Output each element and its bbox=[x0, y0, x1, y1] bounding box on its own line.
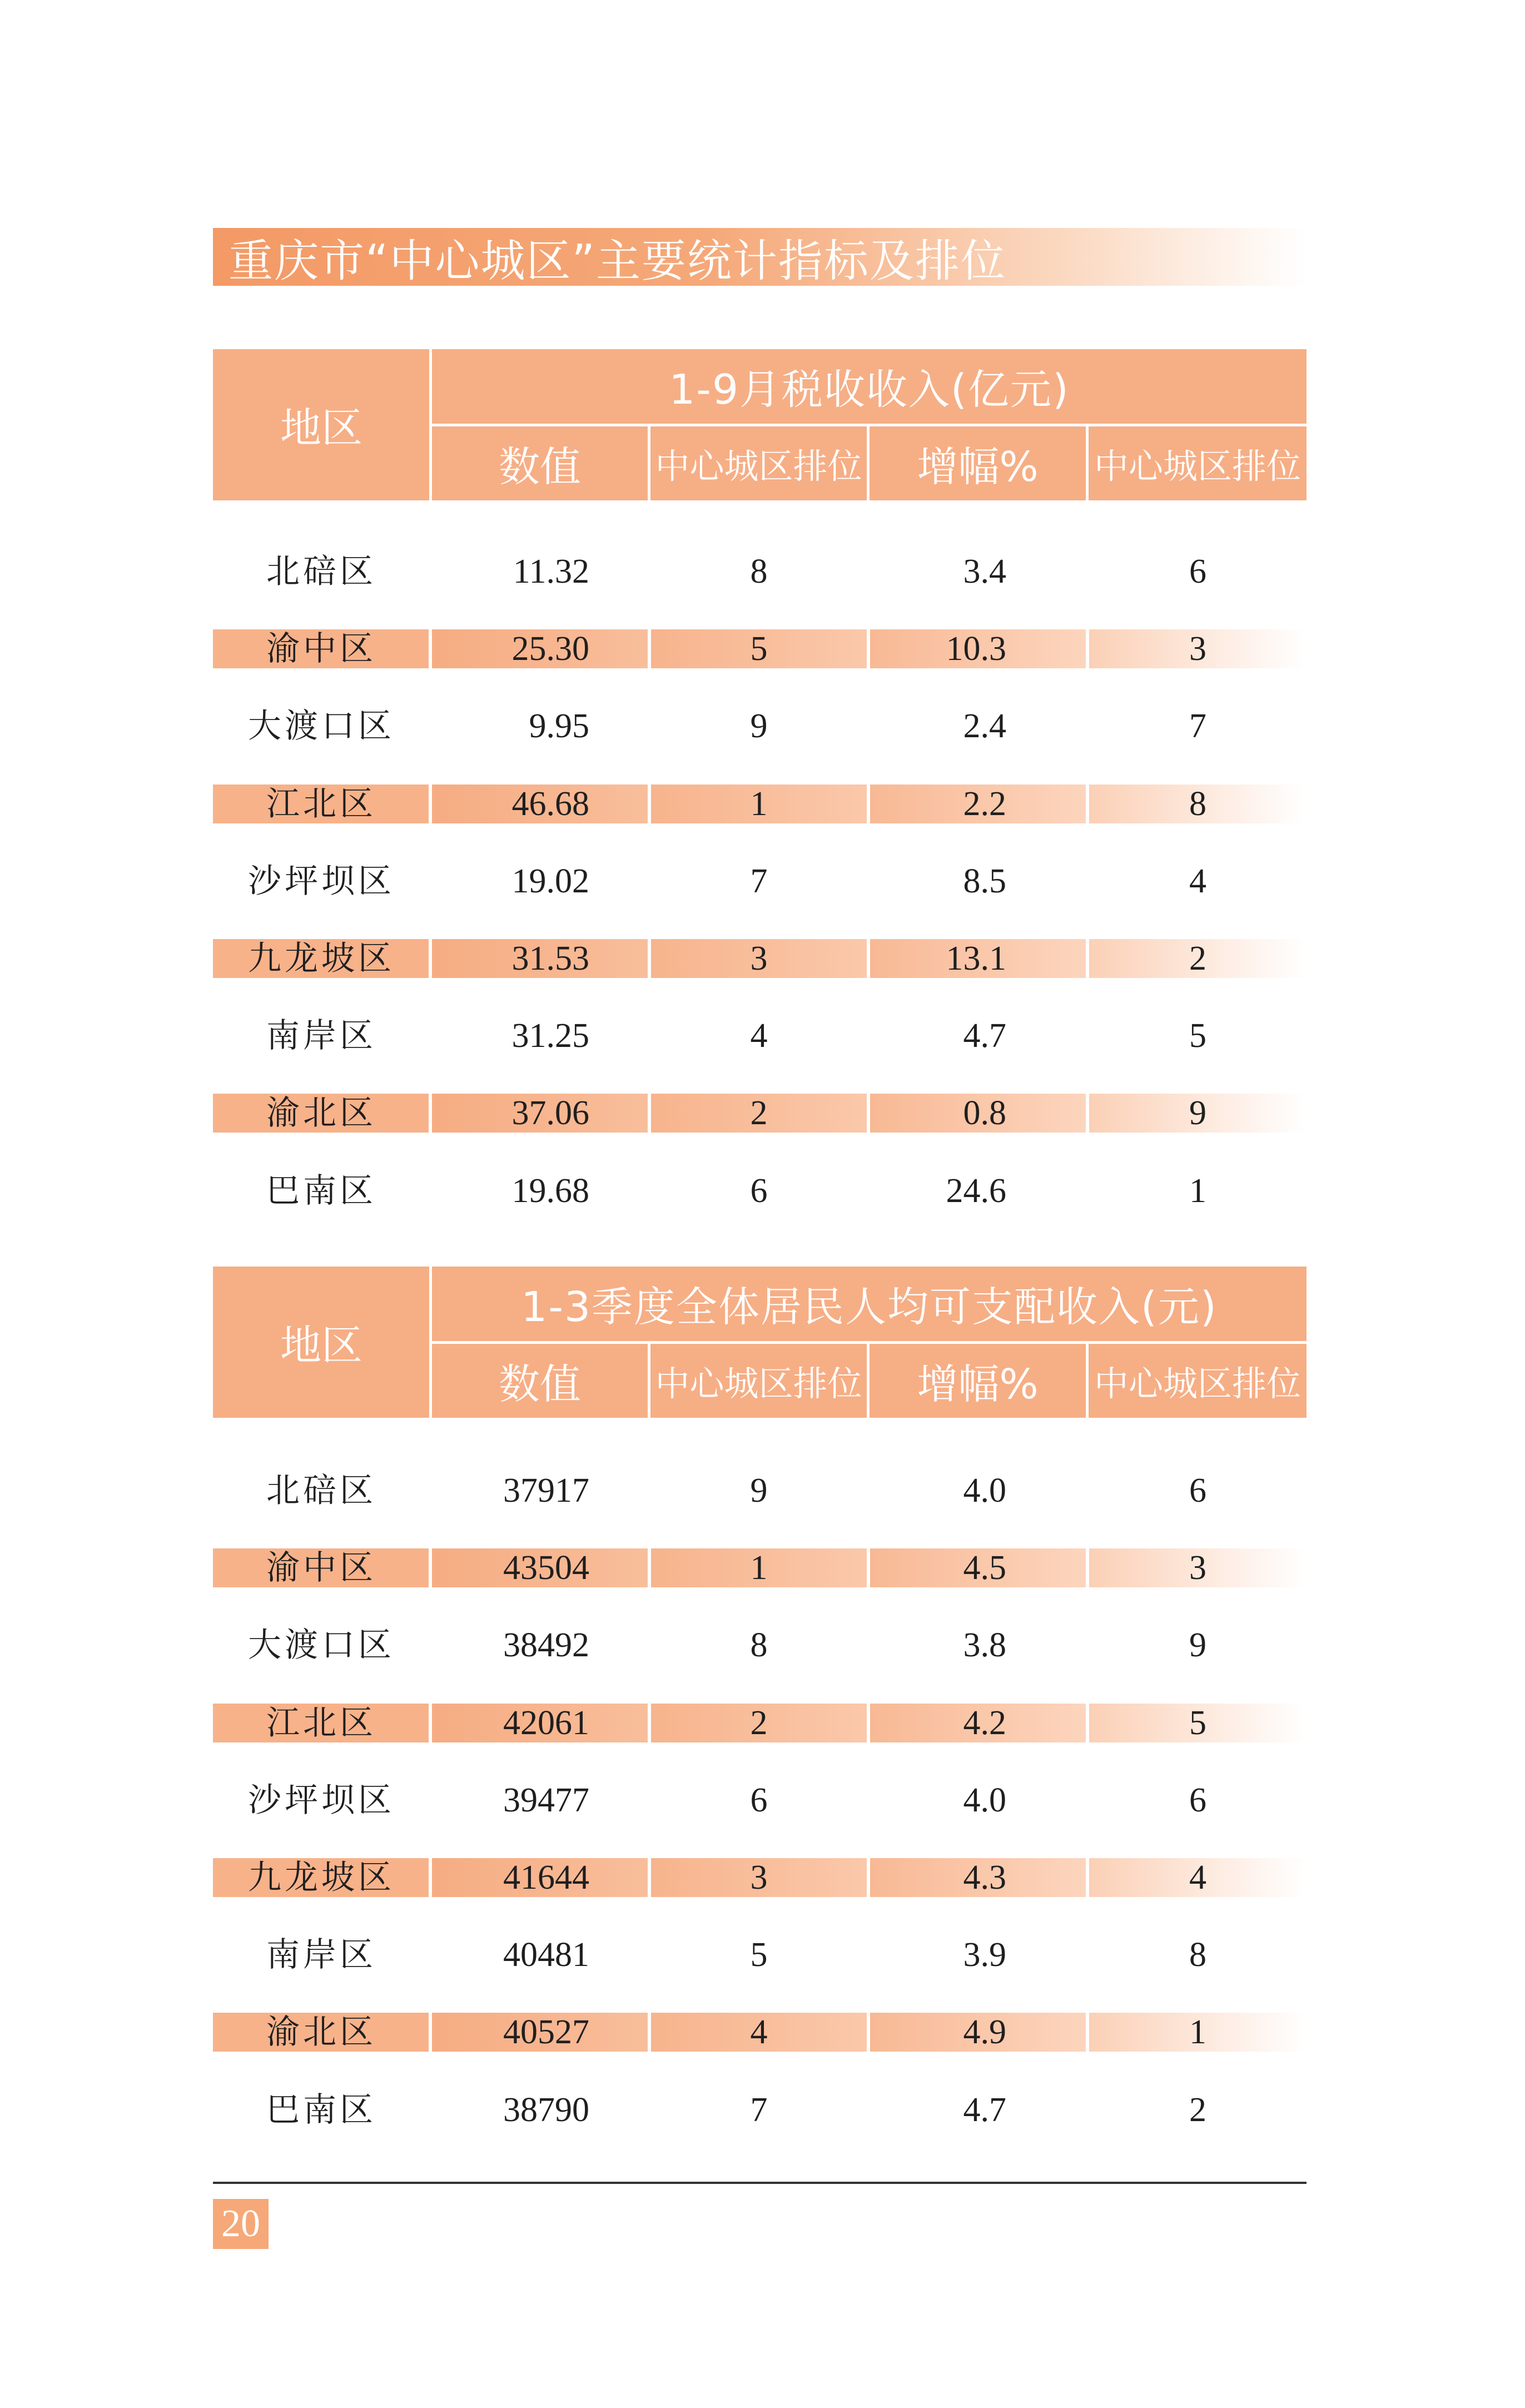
cell-region: 渝中区 bbox=[266, 1548, 376, 1588]
cell-value: 31.53 bbox=[511, 940, 589, 977]
sub-header-growth: 增幅% bbox=[917, 1360, 1039, 1408]
sub-header-rank: 中心城区排位 bbox=[655, 446, 862, 486]
cell-growth: 8.5 bbox=[963, 862, 1006, 900]
title-bar bbox=[213, 228, 1307, 286]
table-row bbox=[213, 2091, 1307, 2129]
cell-region: 沙坪坝区 bbox=[248, 1780, 395, 1820]
cell-rank1: 6 bbox=[750, 1171, 768, 1210]
cell-growth: 2.2 bbox=[963, 785, 1006, 823]
cell-rank2: 9 bbox=[1189, 1094, 1206, 1133]
cell-value: 31.25 bbox=[511, 1017, 589, 1055]
table-row bbox=[213, 707, 1307, 746]
cell-rank2: 2 bbox=[1189, 2091, 1206, 2129]
cell-region: 巴南区 bbox=[266, 1171, 376, 1210]
cell-growth: 4.0 bbox=[963, 1472, 1006, 1510]
cell-growth: 4.7 bbox=[963, 2091, 1006, 2129]
cell-rank2: 6 bbox=[1189, 553, 1206, 590]
sub-header-rank-growth: 中心城区排位 bbox=[1094, 1363, 1301, 1404]
table-header bbox=[213, 349, 1307, 500]
cell-rank1: 4 bbox=[750, 2013, 768, 2052]
table-row bbox=[213, 939, 1307, 978]
cell-rank2: 5 bbox=[1189, 1704, 1206, 1742]
cell-value: 40527 bbox=[503, 2013, 589, 2052]
cell-region: 北碚区 bbox=[266, 1471, 376, 1510]
cell-region: 渝北区 bbox=[266, 2013, 376, 2052]
cell-value: 43504 bbox=[503, 1549, 589, 1587]
table-row bbox=[213, 862, 1307, 901]
table-header bbox=[213, 1267, 1307, 1418]
cell-growth: 10.3 bbox=[946, 630, 1006, 668]
cell-region: 沙坪坝区 bbox=[248, 861, 395, 901]
cell-rank1: 4 bbox=[750, 1017, 768, 1055]
cell-rank2: 6 bbox=[1189, 1472, 1206, 1510]
cell-region: 江北区 bbox=[266, 1703, 376, 1742]
income-table bbox=[213, 1267, 1307, 2134]
cell-value: 46.68 bbox=[511, 785, 589, 823]
cell-growth: 4.3 bbox=[963, 1859, 1006, 1896]
cell-rank1: 5 bbox=[750, 630, 768, 668]
cell-rank2: 1 bbox=[1189, 2013, 1206, 2052]
cell-value: 11.32 bbox=[513, 553, 589, 590]
cell-growth: 24.6 bbox=[946, 1171, 1006, 1210]
cell-growth: 3.4 bbox=[963, 553, 1006, 590]
cell-rank1: 7 bbox=[750, 2091, 768, 2129]
sub-header-value: 数值 bbox=[499, 443, 581, 491]
cell-value: 19.02 bbox=[511, 862, 589, 900]
cell-rank2: 8 bbox=[1189, 785, 1206, 823]
cell-rank1: 2 bbox=[750, 1704, 768, 1742]
cell-rank1: 1 bbox=[750, 785, 768, 823]
table-row bbox=[213, 1858, 1307, 1897]
cell-rank2: 5 bbox=[1189, 1017, 1206, 1055]
table-row bbox=[213, 1471, 1307, 1510]
cell-rank2: 3 bbox=[1189, 1549, 1206, 1587]
cell-rank2: 4 bbox=[1189, 1859, 1206, 1896]
cell-rank1: 3 bbox=[750, 1859, 768, 1896]
cell-growth: 4.7 bbox=[963, 1017, 1006, 1055]
table-row bbox=[213, 552, 1307, 591]
cell-value: 38790 bbox=[503, 2091, 589, 2129]
footer-divider bbox=[213, 2182, 1307, 2184]
cell-growth: 4.5 bbox=[963, 1549, 1006, 1587]
region-column-header: 地区 bbox=[280, 1322, 362, 1369]
cell-region: 北碚区 bbox=[266, 552, 376, 591]
cell-rank1: 2 bbox=[750, 1094, 768, 1133]
cell-growth: 4.0 bbox=[963, 1781, 1006, 1819]
cell-rank2: 4 bbox=[1189, 862, 1206, 900]
table-row bbox=[213, 1171, 1307, 1210]
cell-region: 九龙坡区 bbox=[248, 1858, 395, 1897]
cell-rank1: 6 bbox=[750, 1781, 768, 1819]
cell-growth: 2.4 bbox=[963, 707, 1006, 746]
cell-rank1: 9 bbox=[750, 707, 768, 746]
table-row bbox=[213, 1781, 1307, 1820]
table-row bbox=[213, 2013, 1307, 2052]
cell-rank1: 5 bbox=[750, 1936, 768, 1974]
table-row bbox=[213, 1935, 1307, 1974]
cell-region: 巴南区 bbox=[266, 2090, 376, 2129]
sub-header-rank-growth: 中心城区排位 bbox=[1094, 446, 1301, 486]
sub-header-growth: 增幅% bbox=[917, 443, 1039, 491]
cell-value: 38492 bbox=[503, 1626, 589, 1665]
sub-header-value: 数值 bbox=[499, 1360, 581, 1408]
table-row bbox=[213, 1626, 1307, 1665]
cell-value: 41644 bbox=[503, 1859, 589, 1896]
cell-value: 19.68 bbox=[511, 1171, 589, 1210]
page-number: 20 bbox=[213, 2199, 269, 2249]
cell-value: 25.30 bbox=[511, 630, 589, 668]
cell-growth: 4.2 bbox=[963, 1704, 1006, 1742]
table-row bbox=[213, 629, 1307, 668]
cell-region: 渝中区 bbox=[266, 629, 376, 669]
cell-growth: 3.9 bbox=[963, 1936, 1006, 1974]
cell-region: 九龙坡区 bbox=[248, 939, 395, 978]
cell-value: 37.06 bbox=[511, 1094, 589, 1133]
cell-rank1: 9 bbox=[750, 1472, 768, 1510]
cell-rank1: 3 bbox=[750, 940, 768, 977]
table-row bbox=[213, 1094, 1307, 1133]
cell-rank1: 7 bbox=[750, 862, 768, 900]
cell-rank1: 8 bbox=[750, 1626, 768, 1665]
main-column-header: 1-9月税收收入(亿元) bbox=[669, 366, 1070, 414]
cell-value: 42061 bbox=[503, 1704, 589, 1742]
cell-region: 南岸区 bbox=[266, 1935, 376, 1975]
cell-rank2: 9 bbox=[1189, 1626, 1206, 1665]
cell-growth: 0.8 bbox=[963, 1094, 1006, 1133]
cell-rank2: 2 bbox=[1189, 940, 1206, 977]
cell-rank2: 3 bbox=[1189, 630, 1206, 668]
cell-region: 江北区 bbox=[266, 784, 376, 823]
cell-rank2: 1 bbox=[1189, 1171, 1206, 1210]
cell-growth: 13.1 bbox=[946, 940, 1006, 977]
cell-region: 南岸区 bbox=[266, 1016, 376, 1056]
region-column-header: 地区 bbox=[280, 404, 362, 452]
main-column-header: 1-3季度全体居民人均可支配收入(元) bbox=[521, 1283, 1218, 1331]
cell-value: 9.95 bbox=[529, 707, 589, 746]
table-row bbox=[213, 1016, 1307, 1055]
cell-value: 37917 bbox=[503, 1472, 589, 1510]
cell-rank2: 6 bbox=[1189, 1781, 1206, 1819]
table-row bbox=[213, 1704, 1307, 1742]
table-row bbox=[213, 785, 1307, 823]
cell-region: 渝北区 bbox=[266, 1094, 376, 1133]
cell-rank1: 1 bbox=[750, 1549, 768, 1587]
sub-header-rank: 中心城区排位 bbox=[655, 1363, 862, 1404]
cell-region: 大渡口区 bbox=[248, 1626, 395, 1665]
table-row bbox=[213, 1548, 1307, 1587]
cell-rank2: 7 bbox=[1189, 707, 1206, 746]
cell-growth: 4.9 bbox=[963, 2013, 1006, 2052]
cell-region: 大渡口区 bbox=[248, 707, 395, 746]
page-title: 重庆市“中心城区”主要统计指标及排位 bbox=[228, 235, 1006, 287]
cell-value: 40481 bbox=[503, 1936, 589, 1974]
cell-rank1: 8 bbox=[750, 553, 768, 590]
cell-rank2: 8 bbox=[1189, 1936, 1206, 1974]
cell-growth: 3.8 bbox=[963, 1626, 1006, 1665]
tax-revenue-table bbox=[213, 349, 1307, 1217]
cell-value: 39477 bbox=[503, 1781, 589, 1819]
